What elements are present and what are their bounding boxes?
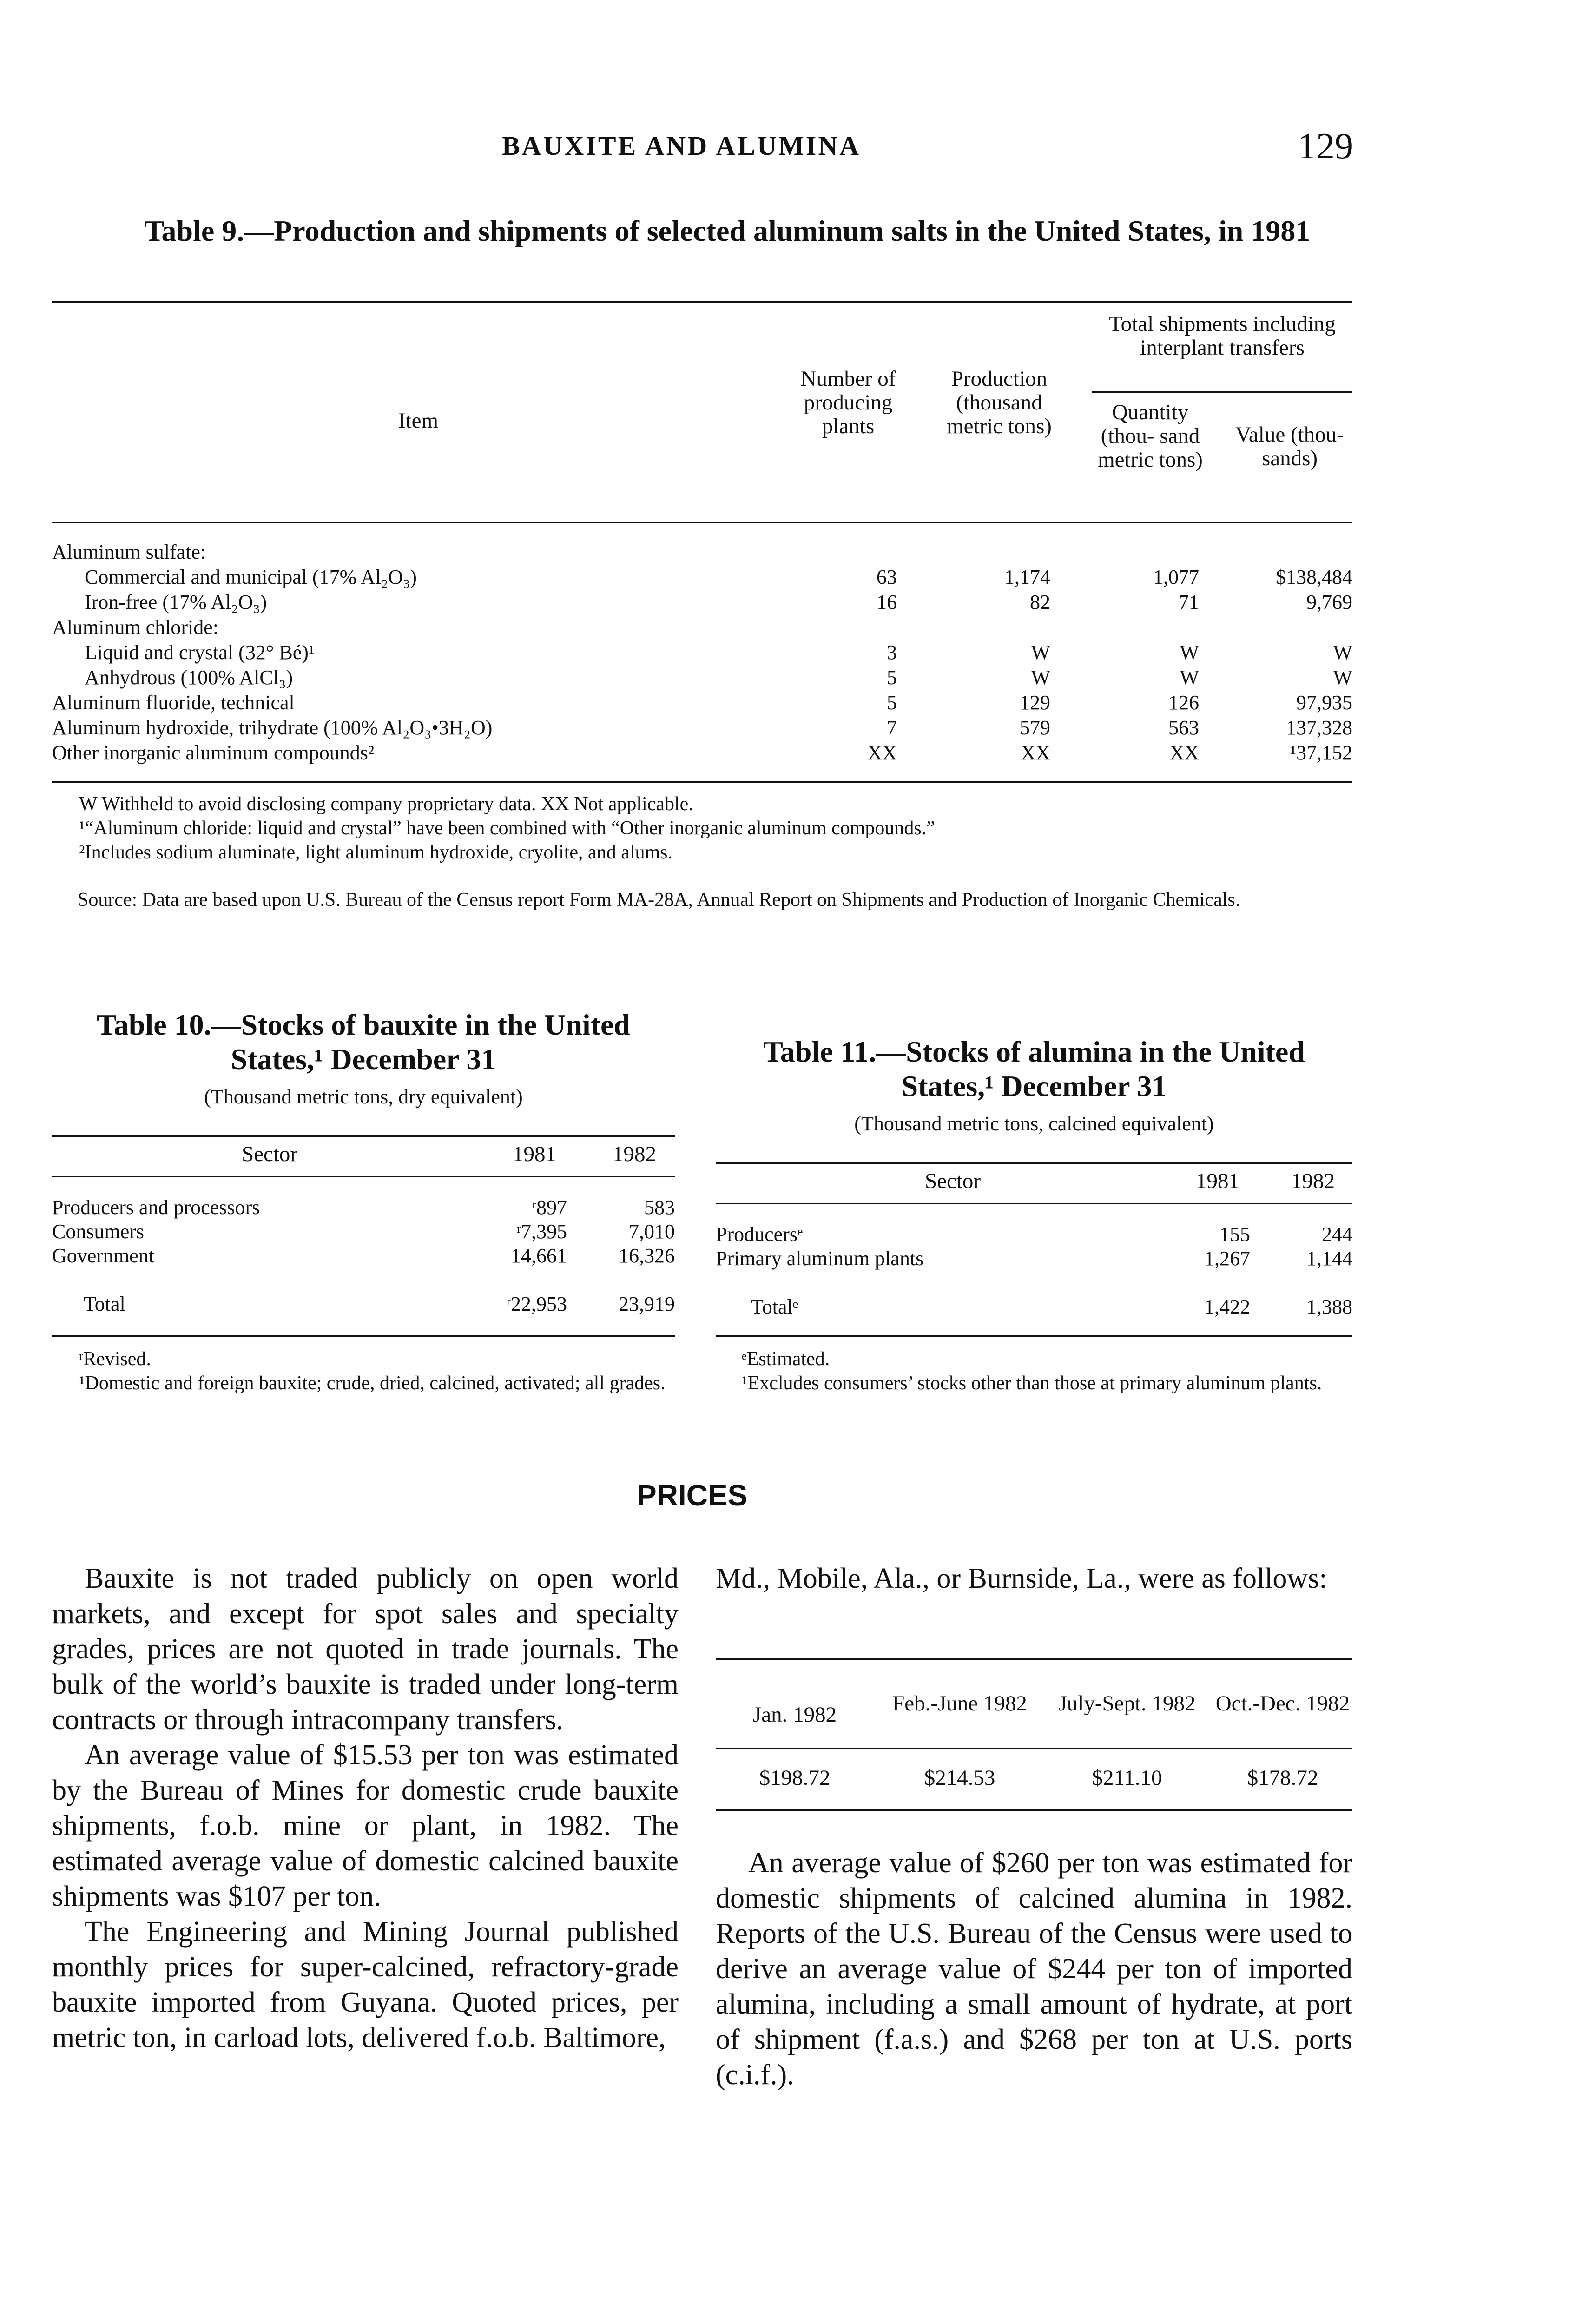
table10-cell-1982: 7,010 — [629, 1220, 675, 1243]
table9-bottom-rule — [52, 781, 1352, 783]
price-value-oct-dec: $178.72 — [1247, 1766, 1318, 1790]
table9-cell-plants: 5 — [887, 666, 897, 689]
table9-cell-quantity: 1,077 — [1153, 566, 1199, 588]
table9-title: Table 9.—Production and shipments of selected aluminum salts in the United States, in 1981 — [144, 214, 1311, 247]
table-row: Iron-free (17% Al₂O₃) — [85, 591, 267, 614]
table10-total-label: Total — [84, 1293, 125, 1315]
table10-bottom-rule — [52, 1335, 675, 1337]
table9-col-quantity: Quantity (thou- sand metric tons) — [1098, 400, 1203, 472]
table-row: Aluminum hydroxide, trihydrate (100% Al₂O₃•3H₂O) — [52, 716, 493, 739]
table10-cell-1981: ʳ897 — [532, 1196, 567, 1219]
prices-left-column — [52, 1561, 679, 2055]
table9-col-plants: Number of producing plants — [800, 367, 896, 438]
prices-left-paragraph-2: An average value of $15.53 per ton was estimated by the Bureau of Mines for domestic crude bauxite shipments, f.o.b. mine or plant, in 1982. The estimated average value of domestic calcined bauxite shipments was $107 per ton. — [52, 1739, 679, 1912]
table-row: Government — [52, 1244, 154, 1267]
table11-col-sector: Sector — [924, 1169, 981, 1193]
table11-total-label: Totalᵉ — [751, 1295, 798, 1318]
prices-right-column-top — [716, 1561, 1352, 1596]
table9-cell-production: W — [1031, 666, 1050, 689]
table10-col-1981: 1981 — [513, 1142, 556, 1166]
table-row: Aluminum fluoride, technical — [52, 691, 295, 714]
section-heading-prices: PRICES — [637, 1479, 748, 1512]
table11-cell-1982: 1,144 — [1306, 1247, 1352, 1270]
table9-footnote-2: ²Includes sodium aluminate, light aluminum hydroxide, cryolite, and alums. — [79, 842, 673, 863]
table9-cell-value: $138,484 — [1276, 566, 1352, 588]
table9-cell-quantity: XX — [1169, 741, 1199, 764]
price-value-jan: $198.72 — [759, 1766, 831, 1790]
table9-col-group: Total shipments including interplant transfers — [1109, 312, 1336, 360]
table-row: Liquid and crystal (32° Bé)¹ — [85, 641, 315, 664]
table-row: Producersᵉ — [716, 1223, 803, 1246]
table10-col-1982: 1982 — [613, 1142, 656, 1166]
table-row: Other inorganic aluminum compounds² — [52, 741, 375, 764]
price-col-july-sept: July-Sept. 1982 — [1058, 1691, 1196, 1716]
table-row: Commercial and municipal (17% Al₂O₃) — [85, 566, 417, 588]
table9-cell-quantity: W — [1180, 641, 1199, 664]
table9-cell-plants: 7 — [887, 716, 897, 739]
table9-cell-production: XX — [1021, 741, 1050, 764]
table11-header-rule — [716, 1203, 1352, 1204]
table11-bottom-rule — [716, 1335, 1352, 1337]
table11-col-1981: 1981 — [1196, 1169, 1239, 1193]
table10-note-r: ʳRevised. — [79, 1348, 151, 1370]
table10-cell-1981: 14,661 — [511, 1244, 567, 1267]
table-row: Primary aluminum plants — [716, 1247, 924, 1270]
prices-right-paragraph-1: Md., Mobile, Ala., or Burnside, La., were as follows: — [716, 1563, 1327, 1594]
table9-cell-quantity: 563 — [1168, 716, 1199, 739]
table9-cell-value: 137,328 — [1286, 716, 1352, 739]
table9-cell-quantity: 71 — [1179, 591, 1199, 614]
table11-subtitle: (Thousand metric tons, calcined equivalent) — [854, 1112, 1214, 1135]
table11-total-1981: 1,422 — [1204, 1295, 1250, 1318]
table-row: Producers and processors — [52, 1196, 260, 1219]
table10-header-rule — [52, 1176, 675, 1177]
table9-cell-plants: 63 — [877, 566, 897, 588]
table10-cell-1981: ʳ7,395 — [516, 1220, 567, 1243]
table9-col-production: Production (thousand metric tons) — [947, 367, 1052, 438]
prices-right-column-bottom — [716, 1845, 1352, 2093]
table9-footnote-1: ¹“Aluminum chloride: liquid and crystal” have been combined with “Other inorganic aluminum compounds.” — [79, 818, 935, 839]
table9-cell-production: W — [1031, 641, 1050, 664]
prices-left-paragraph-3: The Engineering and Mining Journal published monthly prices for super-calcined, refractory-grade bauxite imported from Guyana. Quoted prices, per metric ton, in carload lots, delivered f.o.b. Baltimore, — [52, 1916, 679, 2053]
table9-cell-production: 129 — [1020, 691, 1050, 714]
table9-source: Source: Data are based upon U.S. Bureau of the Census report Form MA-28A, Annual Report on Shipments and Production of Inorganic Chemicals. — [78, 889, 1240, 911]
table10-subtitle: (Thousand metric tons, dry equivalent) — [204, 1085, 523, 1108]
table9-cell-production: 82 — [1030, 591, 1050, 614]
running-title: BAUXITE AND ALUMINA — [502, 131, 861, 161]
prices-left-paragraph-1: Bauxite is not traded publicly on open world markets, and except for spot sales and specialty grades, prices are not quoted in trade journals. The bulk of the world’s bauxite is traded under long-term contracts or through intracompany transfers. — [52, 1563, 679, 1736]
page-number: 129 — [1298, 126, 1353, 167]
table9-cell-value: 97,935 — [1296, 691, 1352, 714]
table9-cell-plants: 3 — [887, 641, 897, 664]
table10-title: Table 10.—Stocks of bauxite in the United States,¹ December 31 — [97, 1008, 630, 1076]
table9-cell-plants: 16 — [877, 591, 897, 614]
table9-col-value: Value (thou- sands) — [1235, 423, 1344, 470]
table11-total-1982: 1,388 — [1306, 1295, 1352, 1318]
price-table-header-rule — [716, 1748, 1352, 1749]
table9-cell-plants: 5 — [887, 691, 897, 714]
table-row: Aluminum chloride: — [52, 616, 219, 639]
table11-note-e: ᵉEstimated. — [742, 1348, 830, 1370]
table10-total-1981: ʳ22,953 — [506, 1293, 567, 1315]
table11-cell-1981: 155 — [1219, 1223, 1250, 1246]
table9-cell-value: ¹37,152 — [1290, 741, 1352, 764]
table9-cell-value: W — [1333, 641, 1352, 664]
table-row: Anhydrous (100% AlCl₃) — [85, 666, 293, 689]
price-value-july-sept: $211.10 — [1092, 1766, 1162, 1790]
table9-cell-plants: XX — [867, 741, 897, 764]
table10-top-rule — [52, 1135, 675, 1137]
table9-header-rule — [52, 522, 1352, 523]
table11-col-1982: 1982 — [1291, 1169, 1335, 1193]
price-col-jan: Jan. 1982 — [752, 1703, 837, 1727]
table11-cell-1981: 1,267 — [1204, 1247, 1250, 1270]
table9-top-rule — [52, 301, 1352, 303]
table10-cell-1982: 583 — [644, 1196, 675, 1219]
table9-cell-value: 9,769 — [1306, 591, 1352, 614]
table11-footnote-1: ¹Excludes consumers’ stocks other than those at primary aluminum plants. — [742, 1373, 1322, 1394]
price-table-top-rule — [716, 1658, 1352, 1660]
table11-top-rule — [716, 1162, 1352, 1164]
table10-total-1982: 23,919 — [619, 1293, 675, 1315]
table11-title: Table 11.—Stocks of alumina in the United States,¹ December 31 — [763, 1035, 1305, 1103]
table9-cell-production: 1,174 — [1004, 566, 1050, 588]
table10-cell-1982: 16,326 — [619, 1244, 675, 1267]
table9-cell-value: W — [1333, 666, 1352, 689]
price-value-feb-june: $214.53 — [924, 1766, 995, 1790]
table9-col-item: Item — [398, 409, 439, 433]
price-col-oct-dec: Oct.-Dec. 1982 — [1215, 1691, 1350, 1716]
table9-cell-quantity: W — [1180, 666, 1199, 689]
price-table-bottom-rule — [716, 1809, 1352, 1811]
table9-cell-production: 579 — [1020, 716, 1050, 739]
table-row: Consumers — [52, 1220, 144, 1243]
table9-cell-quantity: 126 — [1168, 691, 1199, 714]
table10-footnote-1: ¹Domestic and foreign bauxite; crude, dried, calcined, activated; all grades. — [79, 1373, 666, 1394]
table10-col-sector: Sector — [241, 1142, 298, 1166]
prices-right-paragraph-2: An average value of $260 per ton was estimated for domestic shipments of calcined alumina in 1982. Reports of the U.S. Bureau of the Census were used to derive an average value of $244 per ton of imported alumina, including a small amount of hydrate, at port of shipment (f.a.s.) and $268 per ton at U.S. ports (c.i.f.). — [716, 1847, 1352, 2091]
table-row: Aluminum sulfate: — [52, 541, 206, 563]
table11-cell-1982: 244 — [1322, 1223, 1352, 1246]
table9-group-rule — [1092, 391, 1352, 393]
price-col-feb-june: Feb.-June 1982 — [892, 1691, 1027, 1716]
table9-note-w: W Withheld to avoid disclosing company proprietary data. XX Not applicable. — [79, 793, 693, 815]
